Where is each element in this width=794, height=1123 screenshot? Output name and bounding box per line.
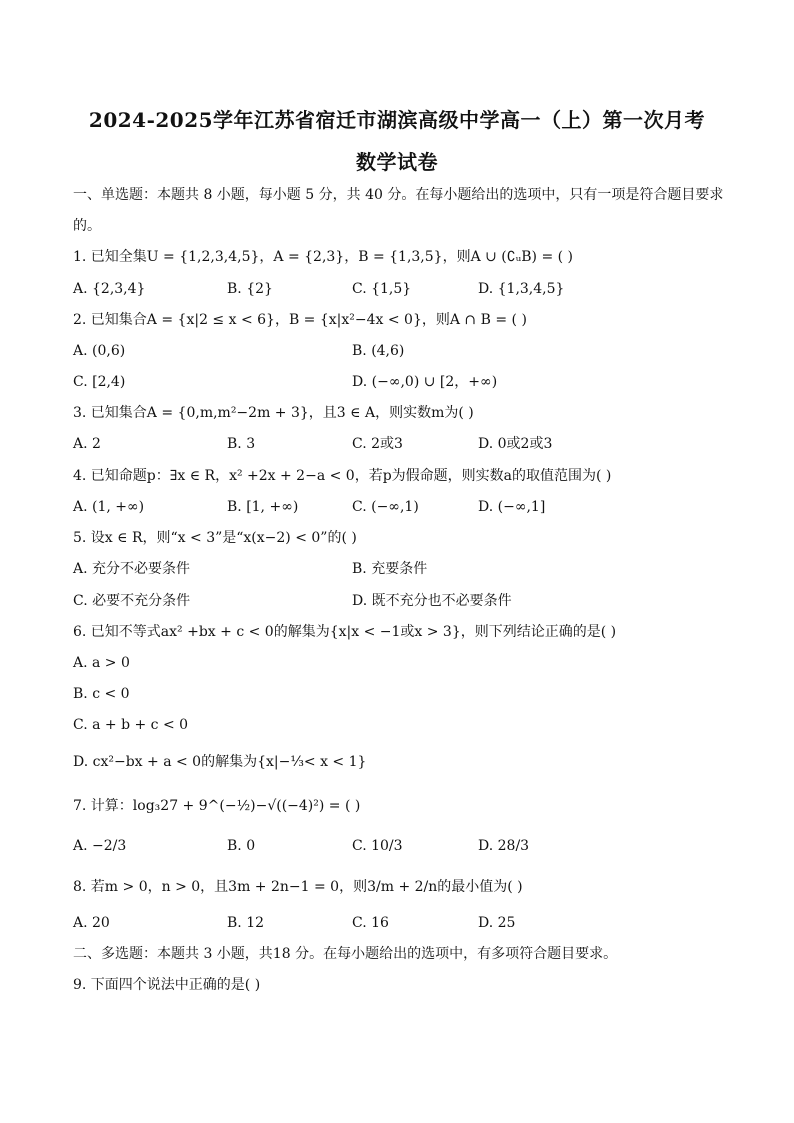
q3-option-a: A. 2 [73,436,101,452]
q4-option-b: B. [1, +∞) [227,499,299,515]
question-1-stem: 1. 已知全集U = {1,2,3,4,5}，A = {2,3}，B = {1,3,5}，则A ∪ (∁ᵤB) = ( ) [73,249,574,265]
q8-option-c: C. 16 [352,915,389,931]
q3-option-b: B. 3 [227,436,256,452]
question-8-stem: 8. 若m > 0，n > 0，且3m + 2n−1 = 0，则3/m + 2/n的最小值为( ) [73,879,523,895]
q8-option-a: A. 20 [73,915,110,931]
q4-option-c: C. (−∞,1) [352,499,419,515]
q5-option-b: B. 充要条件 [352,561,428,577]
section2-heading: 二、多选题：本题共 3 小题，共18 分。在每小题给出的选项中，有多项符合题目要求。 [73,946,618,962]
q1-option-c: C. {1,5} [352,281,412,297]
q6-option-b: B. c < 0 [73,686,130,702]
question-2-stem: 2. 已知集合A = {x|2 ≤ x < 6}，B = {x|x²−4x < 0}，则A ∩ B = ( ) [73,312,527,328]
exam-title-line2: 数学试卷 [356,150,438,174]
q2-option-a: A. (0,6) [73,343,126,359]
q3-option-c: C. 2或3 [352,436,403,452]
q5-option-c: C. 必要不充分条件 [73,593,191,609]
question-5-stem: 5. 设x ∈ R，则“x < 3”是“x(x−2) < 0”的( ) [73,530,357,546]
question-7-stem: 7. 计算：log₃27 + 9^(−½)−√((−4)²) = ( ) [73,798,361,814]
q7-option-b: B. 0 [227,838,256,854]
section1-heading: 一、单选题：本题共 8 小题，每小题 5 分，共 40 分。在每小题给出的选项中，只有一项是符合题目要求 [73,187,724,203]
q1-option-d: D. {1,3,4,5} [478,281,565,297]
q3-option-d: D. 0或2或3 [478,436,553,452]
question-4-stem: 4. 已知命题p：∃x ∈ R，x² +2x + 2−a < 0，若p为假命题，则实数a的取值范围为( ) [73,468,612,484]
question-9-stem: 9. 下面四个说法中正确的是( ) [73,977,261,993]
q1-option-a: A. {2,3,4} [73,281,146,297]
q7-option-d: D. 28/3 [478,838,530,854]
q7-option-c: C. 10/3 [352,838,403,854]
q2-option-c: C. [2,4) [73,374,126,390]
q1-option-b: B. {2} [227,281,273,297]
question-3-stem: 3. 已知集合A = {0,m,m²−2m + 3}，且3 ∈ A，则实数m为( ) [73,405,474,421]
q7-option-a: A. −2/3 [73,838,127,854]
q6-option-c: C. a + b + c < 0 [73,717,189,733]
q2-option-b: B. (4,6) [352,343,405,359]
q2-option-d: D. (−∞,0) ∪ [2，+∞) [352,374,498,390]
q8-option-d: D. 25 [478,915,516,931]
q4-option-a: A. (1, +∞) [73,499,145,515]
q5-option-a: A. 充分不必要条件 [73,561,191,577]
question-6-stem: 6. 已知不等式ax² +bx + c < 0的解集为{x|x < −1或x > 3}，则下列结论正确的是( ) [73,624,617,640]
q8-option-b: B. 12 [227,915,265,931]
section1-heading-cont: 的。 [73,218,101,234]
q4-option-d: D. (−∞,1] [478,499,546,515]
q6-option-a: A. a > 0 [73,655,130,671]
q5-option-d: D. 既不充分也不必要条件 [352,593,512,609]
exam-title-line1: 2024-2025学年江苏省宿迁市湖滨高级中学高一（上）第一次月考 [88,108,706,132]
q6-option-d: D. cx²−bx + a < 0的解集为{x|−⅓< x < 1} [73,754,367,770]
